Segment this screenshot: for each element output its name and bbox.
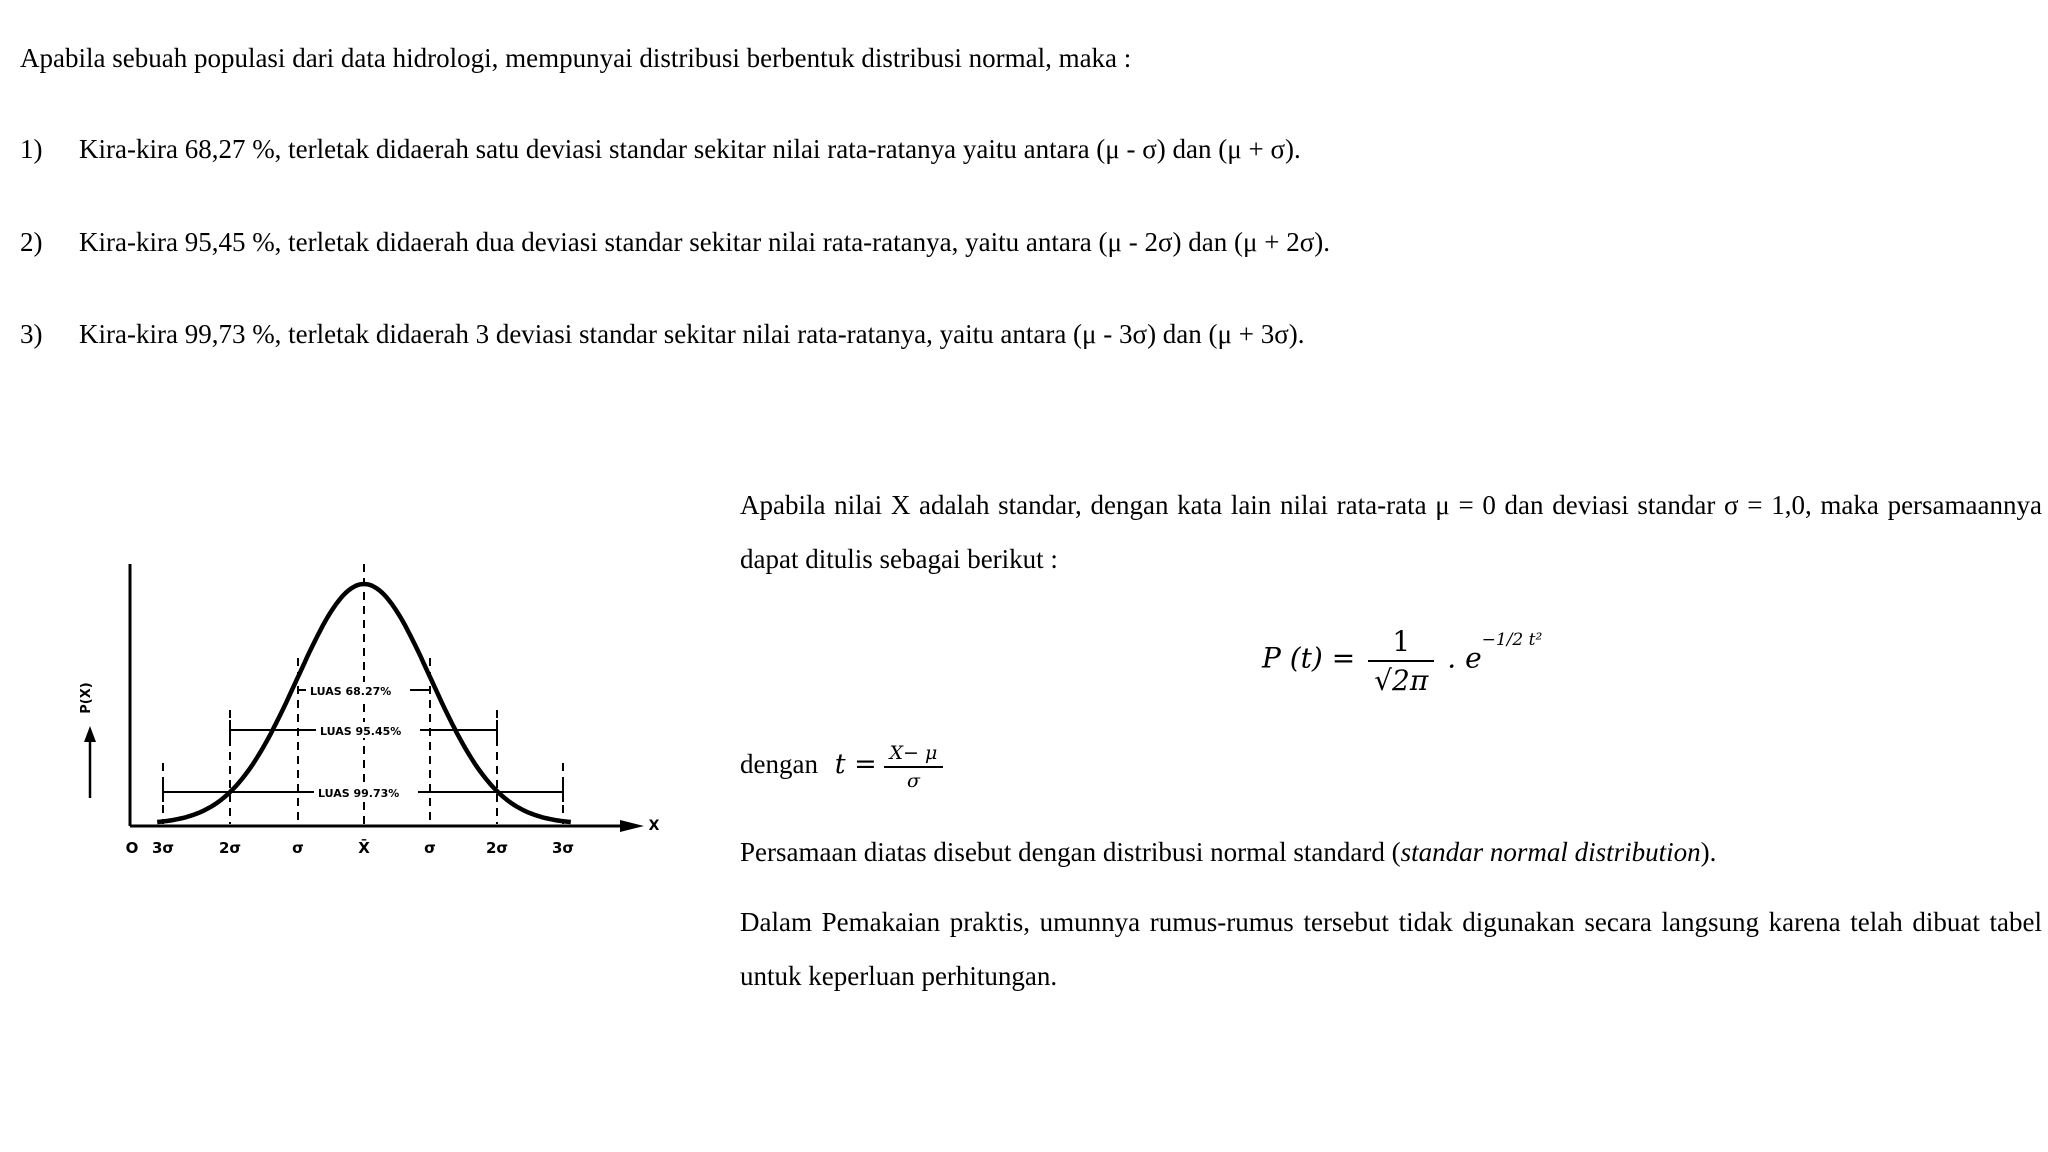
tick-label: 2σ — [485, 839, 509, 857]
formula-numerator: 1 — [1368, 625, 1434, 662]
t-definition — [740, 742, 943, 792]
x-axis-arrow-icon — [620, 820, 644, 832]
list-item-number: 2) — [20, 227, 43, 257]
t-numerator: X− μ — [884, 742, 944, 768]
called-paragraph — [740, 834, 1716, 870]
x-tick-labels — [126, 837, 574, 857]
t-denominator: σ — [906, 770, 920, 792]
formula-fraction — [1368, 625, 1434, 697]
tick-label: σ — [292, 839, 304, 857]
tick-label: 3σ — [551, 839, 575, 857]
origin-label: O — [125, 839, 139, 857]
x-axis-label: X — [648, 818, 660, 834]
formula-exponent: −1/2 t² — [1481, 630, 1543, 651]
list-item-text: Kira-kira 68,27 %, terletak didaerah satu deviasi standar sekitar nilai rata-ratanya yaitu antara (μ - σ) dan (μ + σ). — [79, 134, 1301, 164]
area-label-3sigma: LUAS 99.73% — [318, 787, 400, 800]
y-axis-label: P(X) — [79, 682, 94, 714]
called-text-after: ). — [1700, 837, 1717, 867]
dengan-word: dengan — [740, 749, 818, 780]
intro-text: Apabila sebuah populasi dari data hidrologi, mempunyai distribusi berbentuk distribusi normal, maka : — [20, 43, 1132, 73]
pdf-formula — [1262, 625, 1542, 697]
formula-denominator: √2π — [1374, 664, 1429, 697]
area-label-2sigma: LUAS 95.45% — [320, 725, 402, 738]
tick-label: 2σ — [218, 839, 242, 857]
t-lhs: t = — [834, 749, 877, 781]
area-label-1sigma: LUAS 68.27% — [310, 685, 392, 698]
formula-lhs: P (t) = — [1262, 641, 1356, 675]
tick-label: 3σ — [151, 839, 175, 857]
practice-paragraph: Dalam Pemakaian praktis, umunnya rumus-rumus tersebut tidak digunakan secara langsung karena telah dibuat tabel untuk keperluan perhitungan. — [740, 907, 2042, 991]
tick-label: X̄ — [358, 839, 370, 857]
list-item-number: 1) — [20, 134, 43, 164]
called-text-italic: standar normal distribution — [1400, 837, 1701, 867]
standard-paragraph: Apabila nilai X adalah standar, dengan kata lain nilai rata-rata μ = 0 dan deviasi standar σ = 1,0, maka persamaannya dapat ditulis sebagai berikut : — [740, 490, 2042, 574]
list-item-text: Kira-kira 95,45 %, terletak didaerah dua deviasi standar sekitar nilai rata-ratanya, yaitu antara (μ - 2σ) dan (μ + 2σ). — [79, 227, 1331, 257]
list-item-text: Kira-kira 99,73 %, terletak didaerah 3 deviasi standar sekitar nilai rata-ratanya, yaitu antara (μ - 3σ) dan (μ + 3σ). — [79, 319, 1305, 349]
t-fraction — [884, 742, 944, 792]
formula-exp-base: . e — [1447, 641, 1482, 675]
list-item-number: 3) — [20, 319, 43, 349]
called-text-before: Persamaan diatas disebut dengan distribusi normal standard ( — [740, 837, 1401, 867]
tick-label: σ — [424, 839, 436, 857]
normal-distribution-figure — [60, 548, 660, 868]
y-label-arrow-icon — [84, 726, 96, 742]
